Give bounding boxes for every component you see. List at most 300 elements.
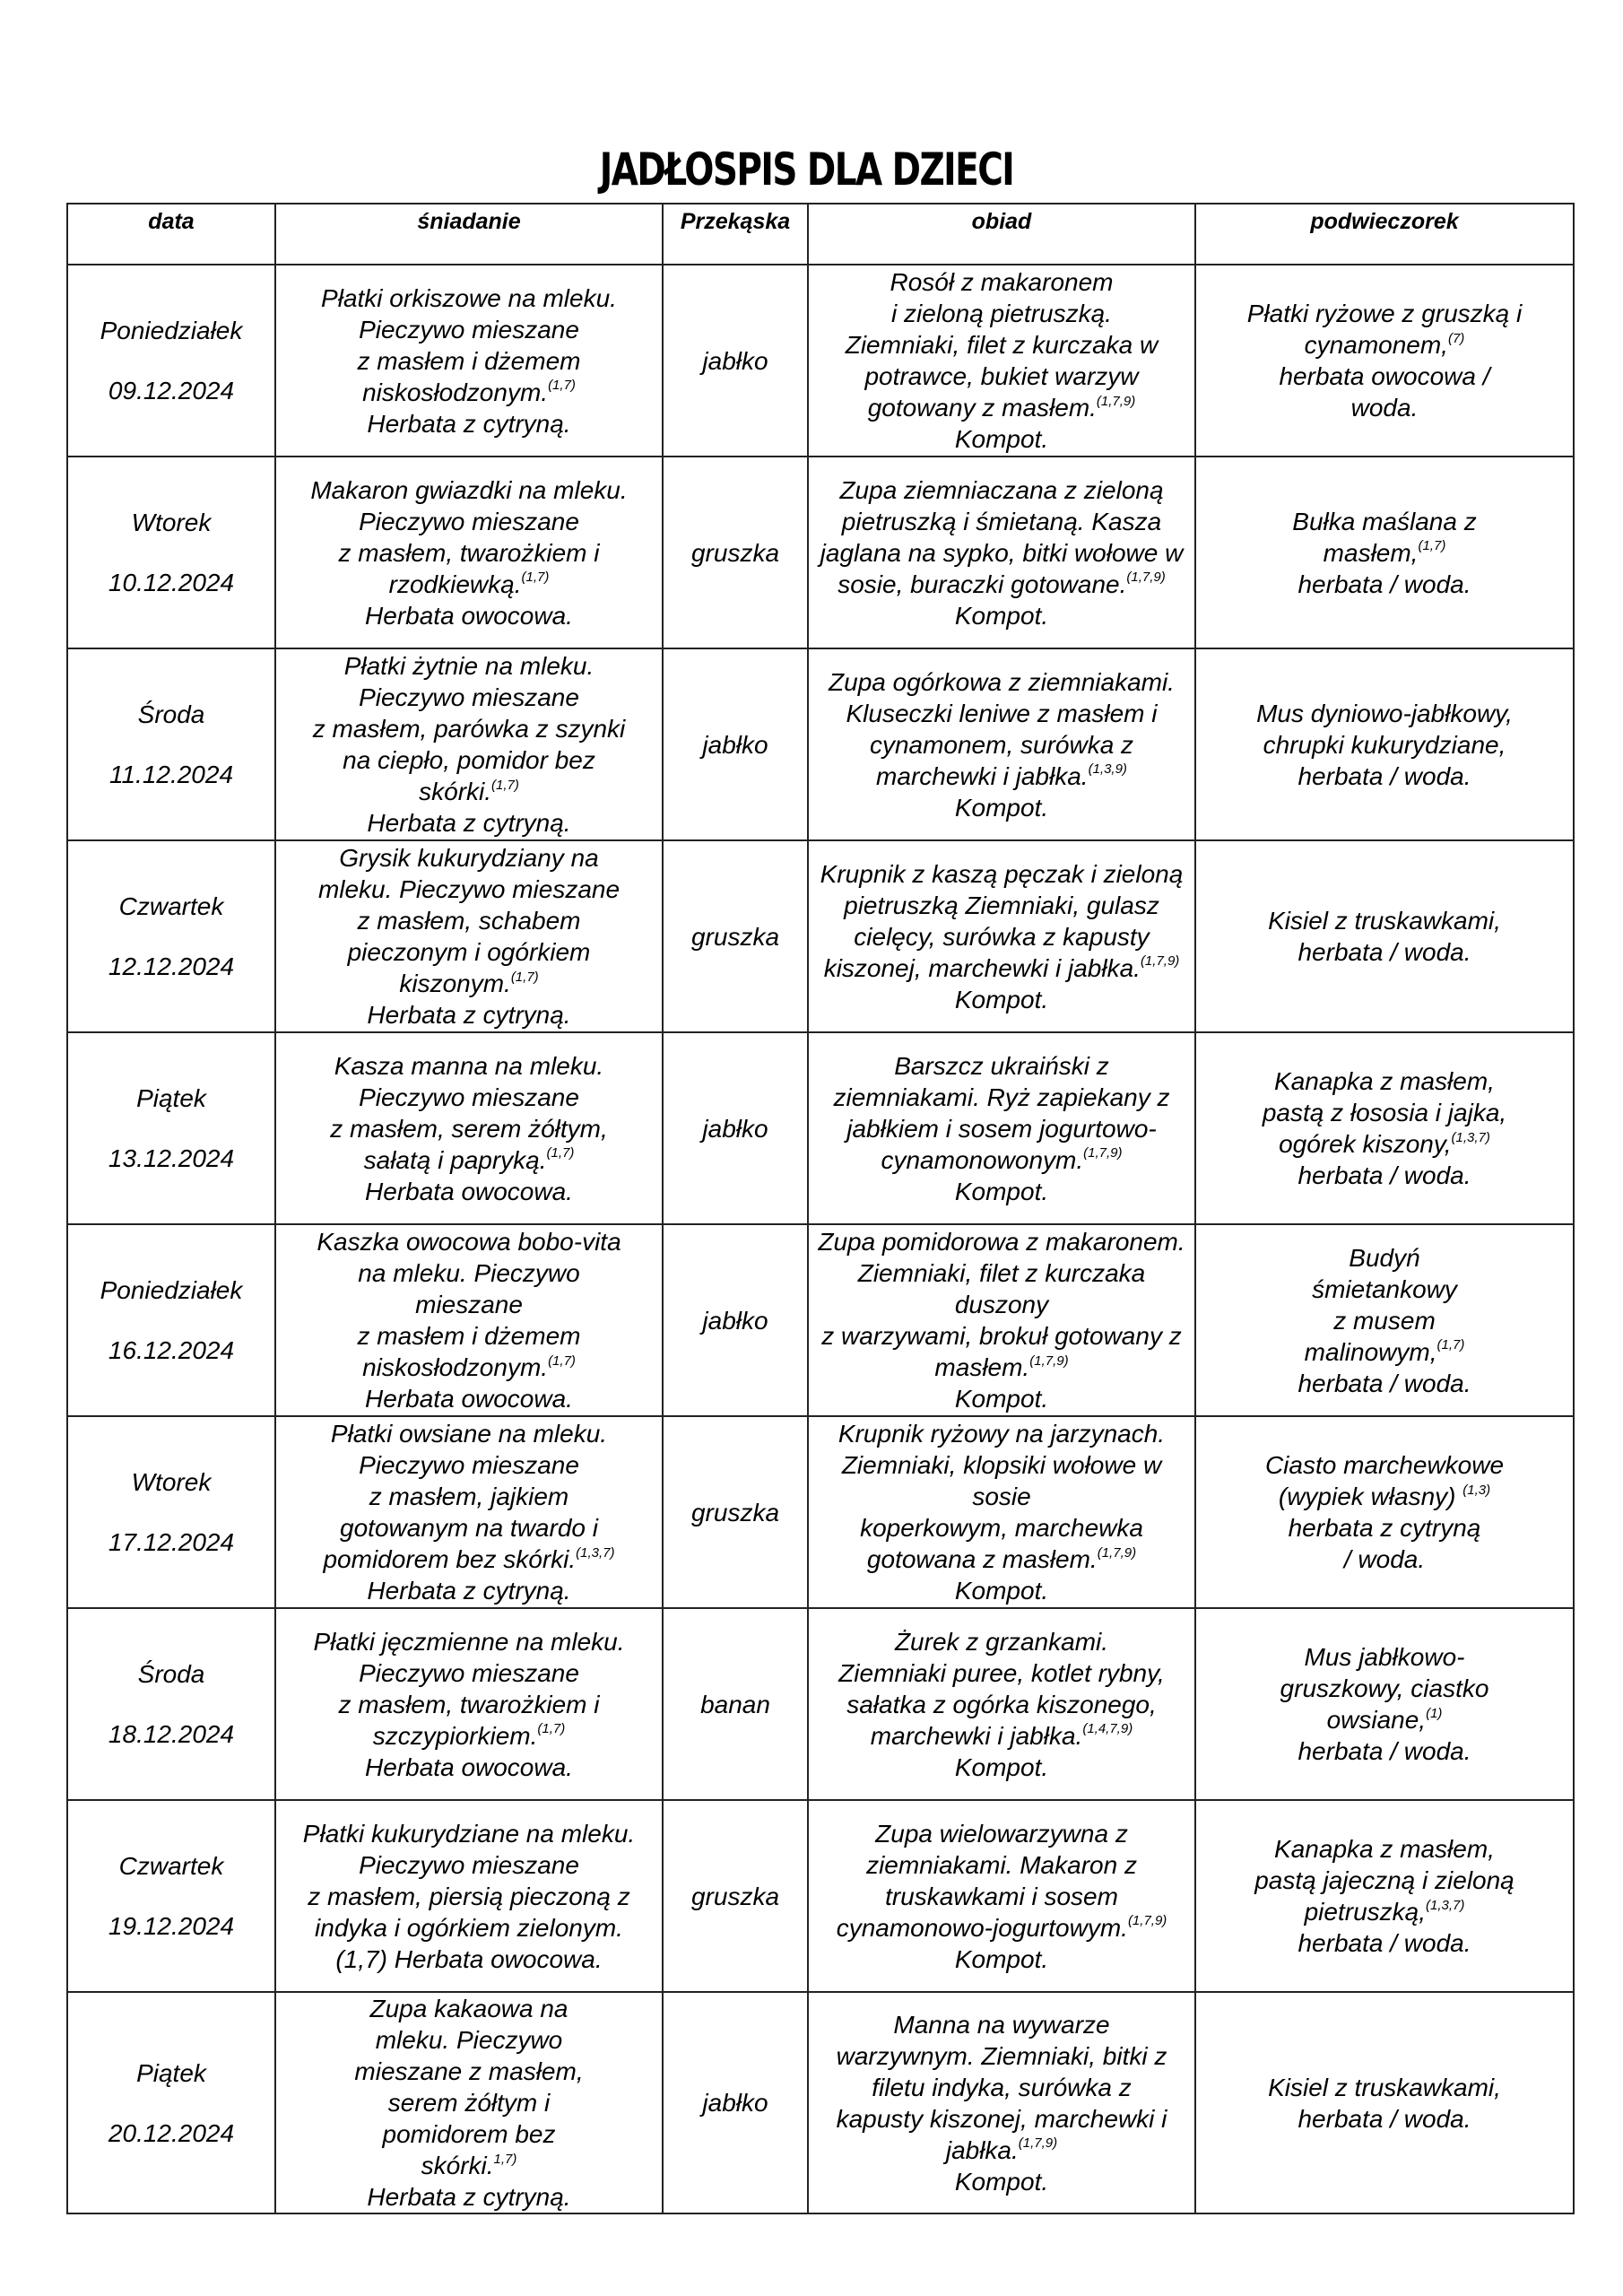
lunch-cell-line xyxy=(814,2166,1189,2197)
afternoon-tea-cell-line xyxy=(1202,1641,1567,1673)
menu-text: herbata / woda. xyxy=(1298,1929,1471,1957)
menu-text: sałatą i papryką. xyxy=(363,1145,547,1174)
menu-text: Kanapka z masłem, xyxy=(1274,1067,1495,1095)
menu-text: Kompot. xyxy=(954,601,1049,630)
table-row xyxy=(67,265,1574,457)
menu-text: Płatki jęczmienne na mleku. xyxy=(313,1627,625,1656)
afternoon-tea-cell-line xyxy=(1202,569,1567,600)
breakfast-cell xyxy=(275,648,663,840)
lunch-cell-line xyxy=(814,569,1189,600)
menu-text: Herbata z cytryną. xyxy=(367,2183,571,2211)
day-cell xyxy=(67,457,275,648)
breakfast-cell-line xyxy=(282,2087,656,2118)
menu-text: skórki. xyxy=(421,2152,494,2179)
menu-text: Ziemniaki, filet z kurczaka w xyxy=(845,331,1159,359)
header-afternoon-tea: podwieczorek xyxy=(1195,204,1574,265)
menu-text: Pieczywo mieszane xyxy=(359,1658,579,1687)
allergen-note: (1,7) xyxy=(537,1721,566,1737)
breakfast-cell xyxy=(275,1416,663,1608)
afternoon-tea-cell xyxy=(1195,1224,1574,1416)
menu-text: Makaron gwiazdki na mleku. xyxy=(310,475,628,504)
menu-text: gruszkowy, ciastko xyxy=(1280,1674,1489,1702)
breakfast-cell-line xyxy=(282,842,656,874)
menu-text: Herbata owocowa. xyxy=(365,1385,573,1413)
lunch-cell-line xyxy=(814,1544,1189,1575)
menu-text: Płatki żytnie na mleku. xyxy=(343,652,595,680)
snack-cell xyxy=(663,457,808,648)
day-name: Środa xyxy=(137,1660,205,1688)
day-cell xyxy=(67,648,275,840)
menu-text: Kluseczki leniwe z masłem i xyxy=(846,699,1158,727)
day-name: Czwartek xyxy=(118,892,224,920)
afternoon-tea-cell-line xyxy=(1202,1097,1567,1128)
afternoon-tea-cell xyxy=(1195,1608,1574,1800)
lunch-cell-line xyxy=(814,2135,1189,2166)
menu-text: mleku. Pieczywo mieszane xyxy=(317,875,621,903)
menu-text: kiszonym. xyxy=(399,970,511,997)
lunch-cell-line xyxy=(814,1257,1189,1320)
menu-text: cynamonowonym. xyxy=(881,1145,1084,1174)
menu-text: woda. xyxy=(1350,394,1419,422)
menu-text: kapusty kiszonej, marchewki i xyxy=(836,2104,1167,2133)
menu-text: Rosół z makaronem xyxy=(890,268,1114,296)
allergen-note: (1,7,9) xyxy=(1083,1145,1123,1161)
menu-text: pietruszką i śmietaną. Kasza xyxy=(841,507,1162,535)
table-row xyxy=(67,1032,1574,1224)
menu-text: Herbata z cytryną. xyxy=(367,1001,571,1029)
snack-cell xyxy=(663,1992,808,2213)
breakfast-cell-line xyxy=(282,2150,656,2181)
allergen-note: (1,7) xyxy=(546,1145,575,1161)
lunch-cell-line xyxy=(814,1050,1189,1082)
menu-text: Kompot. xyxy=(954,425,1049,453)
lunch-cell-line xyxy=(814,1912,1189,1944)
breakfast-cell-line xyxy=(282,1082,656,1113)
day-cell xyxy=(67,265,275,457)
header-row xyxy=(67,204,1574,265)
lunch-cell-line xyxy=(814,1575,1189,1606)
breakfast-cell-line xyxy=(282,377,656,408)
menu-text: Herbata z cytryną. xyxy=(367,1577,571,1605)
afternoon-tea-cell-line xyxy=(1202,1160,1567,1191)
menu-text: Kaszka owocowa bobo-vita xyxy=(317,1228,621,1256)
day-date: 17.12.2024 xyxy=(108,1528,235,1556)
snack-text: banan xyxy=(700,1690,770,1718)
afternoon-tea-cell-line xyxy=(1202,698,1567,729)
menu-text: pieczonym i ogórkiem xyxy=(347,938,591,966)
breakfast-cell xyxy=(275,1800,663,1992)
afternoon-tea-cell-line xyxy=(1202,537,1567,569)
menu-text: mieszane z masłem, xyxy=(354,2057,584,2085)
afternoon-tea-cell-line xyxy=(1202,1368,1567,1399)
lunch-cell-line xyxy=(814,2040,1189,2072)
menu-text: niskosłodzonym. xyxy=(362,1353,549,1381)
day-date: 09.12.2024 xyxy=(108,377,235,404)
allergen-note: (1,7) xyxy=(521,570,550,586)
day-cell xyxy=(67,1800,275,1992)
day-name: Poniedziałek xyxy=(100,317,243,344)
snack-text: gruszka xyxy=(690,538,780,567)
menu-text: owsiane, xyxy=(1326,1706,1427,1734)
menu-text: marchewki i jabłka. xyxy=(870,1721,1083,1750)
menu-text: ziemniakami. Makaron z xyxy=(866,1850,1137,1879)
afternoon-tea-cell-line xyxy=(1202,1544,1567,1575)
lunch-cell-line xyxy=(814,1383,1189,1414)
menu-text: ziemniakami. Ryż zapiekany z xyxy=(833,1083,1170,1111)
afternoon-tea-cell-line xyxy=(1202,506,1567,537)
menu-text: herbata / woda. xyxy=(1298,938,1471,966)
menu-text: na ciepło, pomidor bez xyxy=(343,746,595,774)
table-row xyxy=(67,840,1574,1032)
menu-text: z masłem, piersią pieczoną z xyxy=(308,1882,630,1910)
menu-text: Grysik kukurydziany na xyxy=(339,844,599,872)
breakfast-cell xyxy=(275,1608,663,1800)
lunch-cell-line xyxy=(814,984,1189,1015)
breakfast-cell-line xyxy=(282,345,656,377)
lunch-cell-line xyxy=(814,298,1189,329)
breakfast-cell-line xyxy=(282,506,656,537)
afternoon-tea-cell-line xyxy=(1202,392,1567,423)
lunch-cell xyxy=(808,840,1195,1032)
menu-text: z musem xyxy=(1333,1306,1436,1335)
menu-text: Płatki owsiane na mleku. xyxy=(330,1420,608,1448)
allergen-note: (1,7,9) xyxy=(1029,1352,1069,1369)
lunch-cell-line xyxy=(814,1082,1189,1113)
afternoon-tea-cell-line xyxy=(1202,936,1567,968)
menu-text: pomidorem bez xyxy=(382,2120,556,2148)
menu-text: Kasza manna na mleku. xyxy=(334,1051,604,1080)
allergen-note: (1,7,9) xyxy=(1126,570,1166,586)
lunch-cell-line xyxy=(814,361,1189,392)
snack-text: jabłko xyxy=(702,1114,768,1143)
menu-text: Kompot. xyxy=(954,1577,1049,1605)
menu-text: Zupa wielowarzywna z xyxy=(875,1819,1128,1848)
lunch-cell-line xyxy=(814,423,1189,455)
menu-text: na mleku. Pieczywo xyxy=(358,1259,580,1287)
breakfast-cell-line xyxy=(282,1657,656,1689)
table-row xyxy=(67,1416,1574,1608)
allergen-note: (1,7) xyxy=(1436,1337,1465,1353)
allergen-note: (1,3,9) xyxy=(1088,761,1127,778)
allergen-note: (1,3,7) xyxy=(1451,1129,1490,1145)
lunch-cell-line xyxy=(814,474,1189,506)
day-cell xyxy=(67,1224,275,1416)
menu-text: jabłkiem i sosem jogurtowo- xyxy=(846,1114,1157,1143)
allergen-note: (1,7,9) xyxy=(1096,393,1136,409)
menu-text: Kanapka z masłem, xyxy=(1274,1835,1495,1863)
snack-text: gruszka xyxy=(690,1498,780,1526)
lunch-cell-line xyxy=(814,2009,1189,2040)
menu-text: szczypiorkiem. xyxy=(372,1721,538,1750)
menu-text: cielęcy, surówka z kapusty xyxy=(854,922,1150,951)
lunch-cell-line xyxy=(814,1226,1189,1257)
lunch-cell-line xyxy=(814,266,1189,298)
breakfast-cell xyxy=(275,1032,663,1224)
lunch-cell-line xyxy=(814,1752,1189,1783)
lunch-cell-line xyxy=(814,1818,1189,1849)
table-row xyxy=(67,648,1574,840)
day-date: 11.12.2024 xyxy=(108,761,234,788)
breakfast-cell-line xyxy=(282,1144,656,1176)
lunch-cell-line xyxy=(814,1881,1189,1912)
afternoon-tea-cell-line xyxy=(1202,905,1567,936)
day-cell xyxy=(67,1608,275,1800)
lunch-cell xyxy=(808,1032,1195,1224)
menu-text: Mus jabłkowo- xyxy=(1304,1643,1465,1671)
lunch-cell-line xyxy=(814,952,1189,984)
afternoon-tea-cell-line xyxy=(1202,1512,1567,1544)
breakfast-cell-line xyxy=(282,1257,656,1289)
snack-cell xyxy=(663,1224,808,1416)
menu-text: herbata / woda. xyxy=(1298,2104,1471,2133)
menu-text: potrawce, bukiet warzyw xyxy=(864,362,1139,390)
afternoon-tea-cell-line xyxy=(1202,1896,1567,1927)
allergen-note: (1,7) xyxy=(510,969,539,985)
menu-text: z masłem i dżemem xyxy=(357,1322,581,1350)
lunch-cell xyxy=(808,648,1195,840)
breakfast-cell xyxy=(275,265,663,457)
menu-text: herbata owocowa / xyxy=(1279,362,1490,390)
menu-text: indyka i ogórkiem zielonym. xyxy=(315,1913,623,1942)
lunch-cell-line xyxy=(814,666,1189,698)
menu-text: (1,7) Herbata owocowa. xyxy=(335,1944,603,1973)
menu-text: Krupnik ryżowy na jarzynach. xyxy=(838,1420,1166,1448)
day-date: 18.12.2024 xyxy=(108,1720,235,1748)
lunch-cell-line xyxy=(814,1512,1189,1544)
snack-cell xyxy=(663,265,808,457)
menu-text: masłem, xyxy=(1323,538,1419,567)
breakfast-cell-line xyxy=(282,1176,656,1207)
menu-text: Ciasto marchewkowe xyxy=(1264,1451,1505,1479)
menu-text: Kompot. xyxy=(954,1385,1049,1413)
afternoon-tea-cell-line xyxy=(1202,1128,1567,1160)
menu-text: mleku. Pieczywo xyxy=(375,2026,563,2054)
menu-text: sosie, buraczki gotowane. xyxy=(838,570,1127,598)
afternoon-tea-cell xyxy=(1195,1992,1574,2213)
snack-text: jabłko xyxy=(702,2089,768,2117)
day-date: 20.12.2024 xyxy=(108,2118,235,2147)
breakfast-cell-line xyxy=(282,1689,656,1720)
day-name: Wtorek xyxy=(131,509,212,536)
breakfast-cell-line xyxy=(282,1512,656,1544)
breakfast-cell-line xyxy=(282,1352,656,1383)
menu-text: z masłem, twarożkiem i xyxy=(338,1690,600,1718)
breakfast-cell-line xyxy=(282,1993,656,2024)
breakfast-cell-line xyxy=(282,1481,656,1512)
breakfast-cell-line xyxy=(282,1418,656,1449)
lunch-cell xyxy=(808,1416,1195,1608)
afternoon-tea-cell-line xyxy=(1202,1242,1567,1274)
menu-text: Herbata z cytryną. xyxy=(367,809,571,837)
breakfast-cell-line xyxy=(282,1881,656,1912)
lunch-cell-line xyxy=(814,392,1189,423)
afternoon-tea-cell-line xyxy=(1202,298,1567,329)
breakfast-cell-line xyxy=(282,569,656,600)
lunch-cell-line xyxy=(814,1320,1189,1352)
day-date: 12.12.2024 xyxy=(108,952,235,980)
afternoon-tea-cell xyxy=(1195,1800,1574,1992)
header-snack: Przekąska xyxy=(663,204,808,265)
lunch-cell-line xyxy=(814,921,1189,952)
breakfast-cell-line xyxy=(282,600,656,631)
breakfast-cell-line xyxy=(282,874,656,905)
breakfast-cell-line xyxy=(282,2024,656,2056)
menu-text: koperkowym, marchewka xyxy=(860,1514,1143,1542)
day-cell xyxy=(67,840,275,1032)
menu-text: filetu indyka, surówka z xyxy=(872,2073,1132,2101)
afternoon-tea-cell xyxy=(1195,840,1574,1032)
breakfast-cell-line xyxy=(282,1050,656,1082)
menu-text: Pieczywo mieszane xyxy=(359,683,579,711)
afternoon-tea-cell-line xyxy=(1202,1481,1567,1512)
menu-text: Budyń xyxy=(1349,1243,1420,1272)
day-name: Wtorek xyxy=(131,1468,212,1496)
breakfast-cell-line xyxy=(282,314,656,345)
lunch-cell-line xyxy=(814,1720,1189,1752)
afternoon-tea-cell-line xyxy=(1202,1927,1567,1959)
menu-text: z masłem, parówka z szynki xyxy=(312,715,626,743)
breakfast-cell xyxy=(275,1992,663,2213)
menu-text: Pieczywo mieszane xyxy=(359,507,579,535)
breakfast-cell-line xyxy=(282,1575,656,1606)
menu-text: cynamonem, xyxy=(1304,331,1448,359)
day-date: 10.12.2024 xyxy=(108,569,235,596)
snack-cell xyxy=(663,840,808,1032)
lunch-cell xyxy=(808,457,1195,648)
afternoon-tea-cell-line xyxy=(1202,1673,1567,1704)
menu-text: skórki. xyxy=(419,778,492,805)
menu-text: herbata / woda. xyxy=(1298,570,1471,598)
afternoon-tea-cell-line xyxy=(1202,1865,1567,1896)
breakfast-cell-line xyxy=(282,1544,656,1575)
menu-text: Pieczywo mieszane xyxy=(359,315,579,344)
breakfast-cell-line xyxy=(282,2181,656,2213)
afternoon-tea-cell-line xyxy=(1202,1305,1567,1336)
menu-text: z masłem, jajkiem xyxy=(369,1483,569,1510)
lunch-cell-line xyxy=(814,537,1189,569)
menu-text: pietruszką Ziemniaki, gulasz xyxy=(844,891,1159,919)
menu-text: Herbata owocowa. xyxy=(365,1177,573,1205)
allergen-note: (1,7) xyxy=(548,1352,576,1369)
menu-text: Kompot. xyxy=(954,793,1049,822)
menu-text: Herbata z cytryną. xyxy=(367,409,571,438)
afternoon-tea-cell-line xyxy=(1202,1449,1567,1481)
day-name: Środa xyxy=(137,700,205,728)
menu-text: serem żółtym i xyxy=(387,2089,551,2117)
breakfast-cell xyxy=(275,1224,663,1416)
menu-text: Zupa ziemniaczana z zieloną xyxy=(839,475,1164,504)
allergen-note: (1,3,7) xyxy=(1426,1897,1465,1913)
menu-text: rzodkiewką. xyxy=(388,570,522,598)
afternoon-tea-cell-line xyxy=(1202,1065,1567,1097)
menu-text: Zupa kakaowa na xyxy=(369,1995,568,2022)
lunch-cell-line xyxy=(814,329,1189,361)
menu-text: Mus dyniowo-jabłkowy, xyxy=(1256,699,1513,727)
breakfast-cell-line xyxy=(282,650,656,682)
menu-text: (wypiek własny) xyxy=(1278,1483,1463,1510)
menu-text: Kompot. xyxy=(954,1177,1049,1205)
breakfast-cell-line xyxy=(282,1912,656,1944)
menu-text: z masłem i dżemem xyxy=(357,346,581,375)
allergen-note: (1,7,9) xyxy=(1097,1544,1137,1561)
lunch-cell-line xyxy=(814,792,1189,823)
lunch-cell xyxy=(808,1608,1195,1800)
lunch-cell-line xyxy=(814,698,1189,729)
breakfast-cell-line xyxy=(282,1944,656,1975)
lunch-cell-line xyxy=(814,1449,1189,1512)
afternoon-tea-cell-line xyxy=(1202,329,1567,361)
menu-text: gotowana z masłem. xyxy=(866,1545,1098,1573)
menu-text: Pieczywo mieszane xyxy=(359,1451,579,1479)
menu-text: Kisiel z truskawkami, xyxy=(1268,907,1501,935)
menu-text: kiszonej, marchewki i jabłka. xyxy=(823,953,1141,982)
snack-cell xyxy=(663,1608,808,1800)
menu-text: jaglana na sypko, bitki wołowe w xyxy=(820,538,1184,567)
table-row xyxy=(67,1800,1574,1992)
menu-text: herbata / woda. xyxy=(1298,1369,1471,1397)
allergen-note: (7) xyxy=(1447,330,1465,346)
menu-text: Krupnik z kaszą pęczak i zieloną xyxy=(820,859,1184,888)
menu-text: herbata z cytryną xyxy=(1288,1514,1481,1542)
day-date: 19.12.2024 xyxy=(108,1912,235,1940)
breakfast-cell-line xyxy=(282,1289,656,1320)
breakfast-cell-line xyxy=(282,999,656,1031)
lunch-cell-line xyxy=(814,506,1189,537)
lunch-cell xyxy=(808,265,1195,457)
lunch-cell-line xyxy=(814,600,1189,631)
menu-text: pomidorem bez skórki. xyxy=(323,1545,577,1573)
breakfast-cell-line xyxy=(282,1849,656,1881)
afternoon-tea-cell-line xyxy=(1202,761,1567,792)
header-date: data xyxy=(67,204,275,265)
menu-text: Manna na wywarze xyxy=(893,2010,1110,2039)
allergen-note: 1,7) xyxy=(493,2151,517,2167)
menu-text: truskawkami i sosem xyxy=(885,1882,1118,1910)
menu-text: Herbata owocowa. xyxy=(365,1752,573,1781)
header-breakfast: śniadanie xyxy=(275,204,663,265)
snack-cell xyxy=(663,1800,808,1992)
lunch-cell-line xyxy=(814,1944,1189,1975)
menu-text: Zupa pomidorowa z makaronem. xyxy=(818,1228,1185,1256)
day-date: 16.12.2024 xyxy=(108,1336,235,1364)
lunch-cell xyxy=(808,1224,1195,1416)
snack-cell xyxy=(663,1416,808,1608)
menu-text: Kompot. xyxy=(954,1752,1049,1781)
afternoon-tea-cell-line xyxy=(1202,1704,1567,1735)
afternoon-tea-cell xyxy=(1195,1032,1574,1224)
allergen-note: (1) xyxy=(1426,1705,1443,1721)
afternoon-tea-cell xyxy=(1195,648,1574,840)
menu-text: Ziemniaki, klopsiki wołowe w sosie xyxy=(841,1451,1162,1510)
allergen-note: (1,3) xyxy=(1462,1482,1491,1498)
lunch-cell-line xyxy=(814,1849,1189,1881)
menu-text: cynamonowo-jogurtowym. xyxy=(836,1913,1128,1942)
menu-text: marchewki i jabłka. xyxy=(876,761,1089,790)
breakfast-cell-line xyxy=(282,1320,656,1352)
snack-text: gruszka xyxy=(690,922,780,951)
snack-text: jabłko xyxy=(702,346,768,375)
lunch-cell-line xyxy=(814,1113,1189,1144)
day-name: Piątek xyxy=(136,2058,206,2087)
page-title: JADŁOSPIS DLA DZIECI xyxy=(599,144,1014,196)
snack-cell xyxy=(663,648,808,840)
breakfast-cell-line xyxy=(282,474,656,506)
snack-text: jabłko xyxy=(702,730,768,759)
menu-text: Kompot. xyxy=(954,985,1049,1013)
day-name: Poniedziałek xyxy=(100,1276,243,1304)
allergen-note: (1,7,9) xyxy=(1018,2135,1058,2152)
menu-text: herbata / woda. xyxy=(1298,1737,1471,1765)
